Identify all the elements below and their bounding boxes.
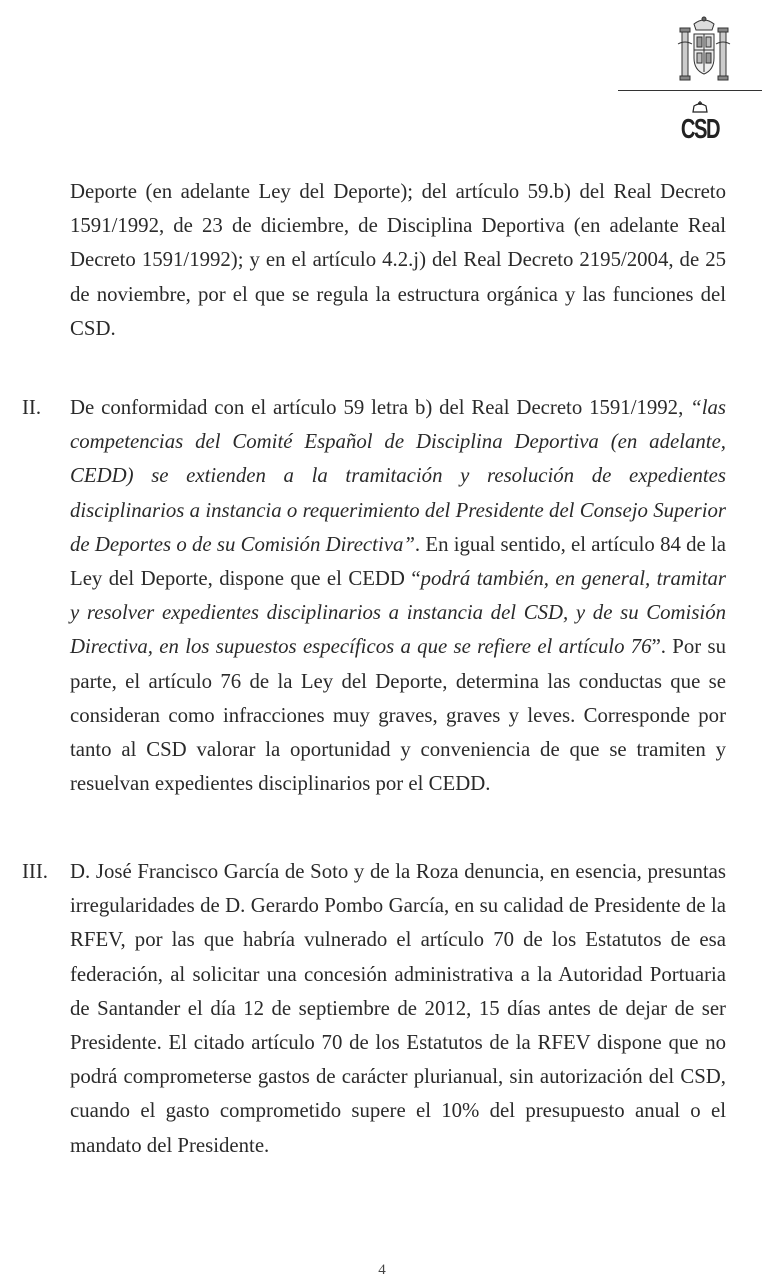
section-III-paragraph: D. José Francisco García de Soto y de la Roza denuncia, en esencia, presuntas irregularidades de D. Gerardo Pombo García, en su calidad de Presidente de la RFEV, por las que habría vulnerado el artículo 70 de los Estatutos de esa federación, al solicitar una concesión administrativa a la Autoridad Portuaria de Santander el día 12 de septiembre de 2012, 15 días antes de dejar de ser Presidente. El citado artículo 70 de los Estatutos de la RFEV dispone que no podrá comprometerse gastos de carácter plurianual, sin autorización del CSD, cuando el gasto comprometido supere el 10% del presupuesto anual o el mandato del Presidente. <box>70 860 726 1157</box>
section-II-text-2: . En igual sentido, el artículo 84 de la Ley del Deporte, dispone que el CEDD “ <box>70 532 726 591</box>
section-II-text-3: ”. Por su parte, el artículo 76 de la Ley del Deporte, determina las conductas que se consideran como infracciones muy graves, graves y leves. Corresponde por tanto al CSD valorar la oportunidad y conveniencia de que se tramiten y resuelvan expedientes disciplinarios por el CEDD. <box>70 635 726 796</box>
section-II-paragraph <box>70 391 726 801</box>
section-II-text-1: De conformidad con el artículo 59 letra b) del Real Decreto 1591/1992, <box>70 396 691 419</box>
section-number: II. <box>22 396 42 419</box>
csd-logo-text: CSD <box>680 113 720 144</box>
section-number: III. <box>22 860 48 883</box>
crown-icon <box>690 100 710 114</box>
page-number: 4 <box>378 1262 386 1278</box>
section-II-quote-1: “las competencias del Comité Español de Disciplina Deportiva (en adelante, CEDD) se extienden a la tramitación y resolución de expedientes disciplinarios a instancia o requerimiento del Presidente del Consejo Superior de Deportes o de su Comisión Directiva” <box>70 396 726 556</box>
coat-of-arms-emblem <box>676 14 732 84</box>
header-divider <box>618 90 762 91</box>
intro-paragraph: Deporte (en adelante Ley del Deporte); del artículo 59.b) del Real Decreto 1591/1992, de 23 de diciembre, de Disciplina Deportiva (en adelante Real Decreto 1591/1992); y en el artículo 4.2.j) del Real Decreto 2195/2004, de 25 de noviembre, por el que se regula la estructura orgánica y las funciones del CSD. <box>70 180 726 340</box>
csd-logo <box>672 100 728 152</box>
section-II-quote-2: podrá también, en general, tramitar y resolver expedientes disciplinarios a instancia del CSD, y de su Comisión Directiva, en los supuestos específicos a que se refiere el artículo 76 <box>70 567 726 659</box>
